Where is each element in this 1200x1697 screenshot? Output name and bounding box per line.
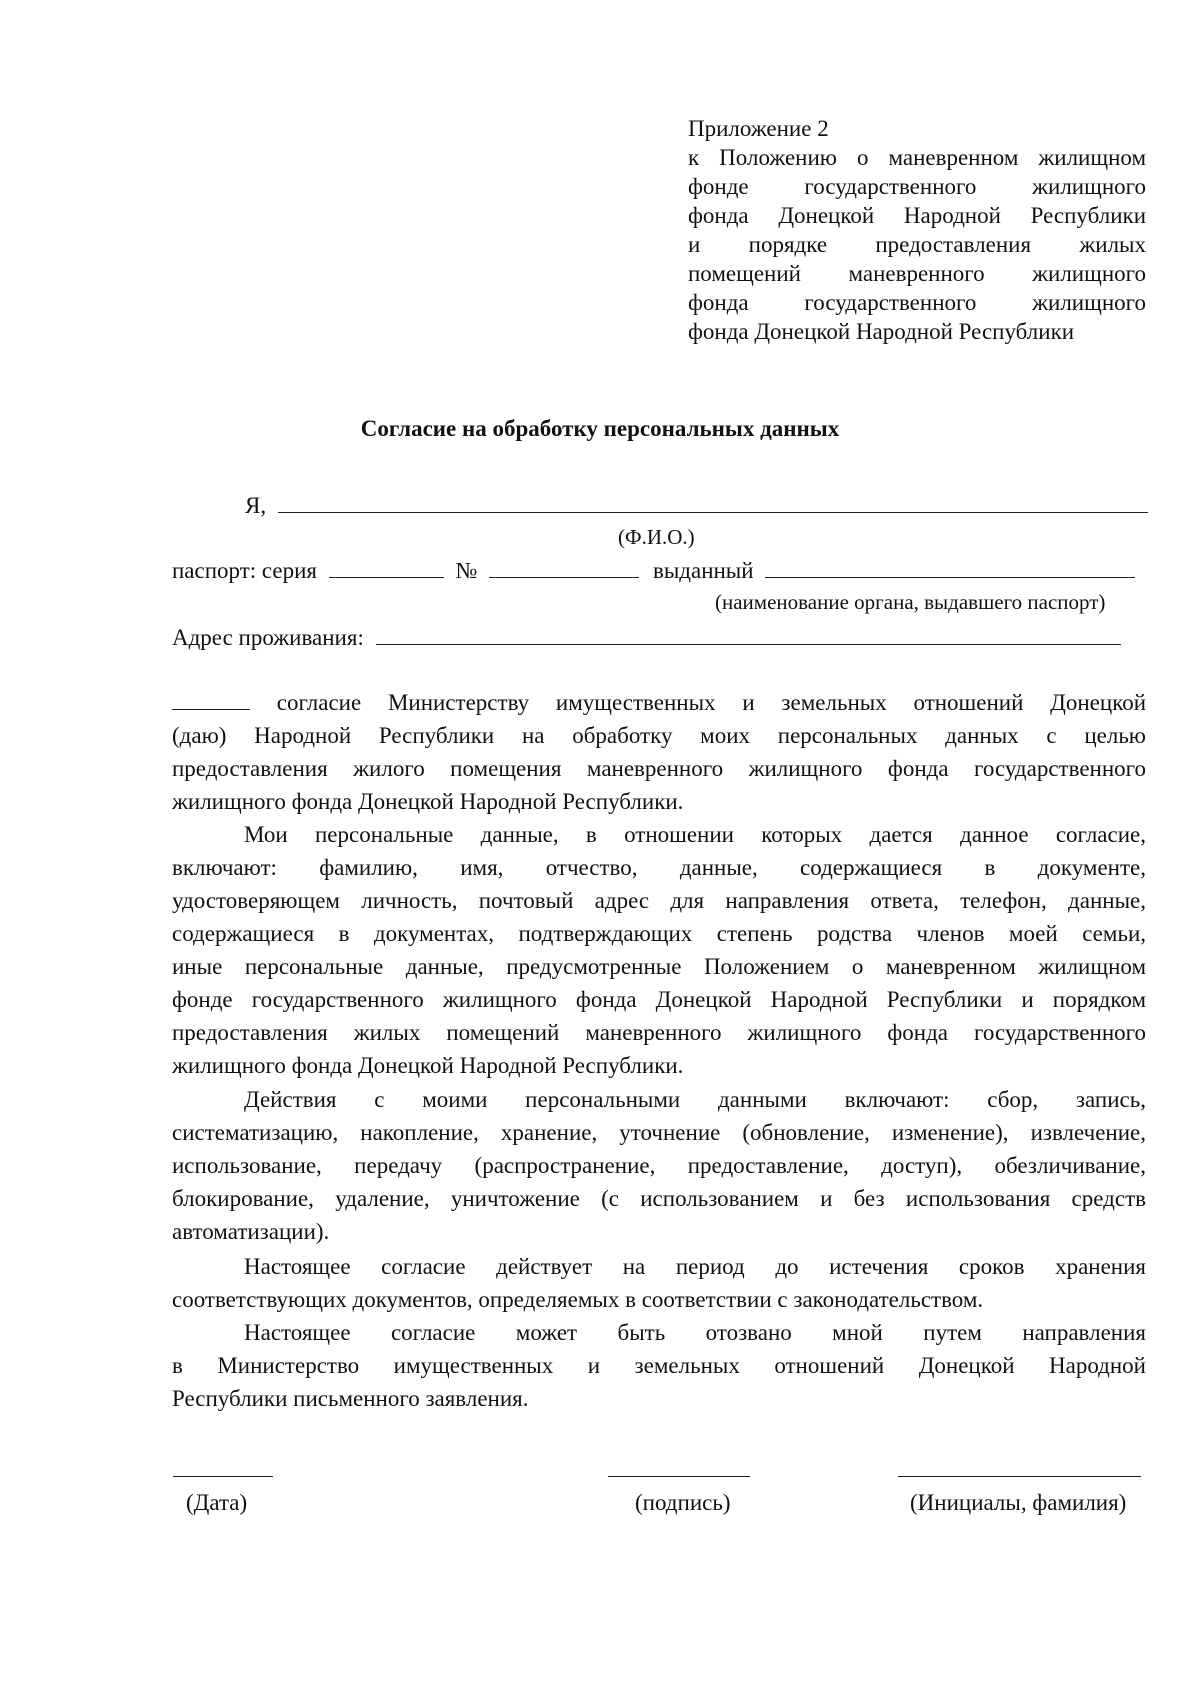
address-label: Адрес проживания: bbox=[172, 625, 364, 650]
passport-number-field[interactable] bbox=[489, 555, 639, 578]
give-hint: (даю) bbox=[172, 723, 227, 748]
passport-number-label: № bbox=[455, 558, 478, 583]
paragraph-line: содержащиеся в документах, подтверждающих степень родства членов моей семьи, bbox=[172, 921, 1146, 946]
paragraph-line: согласие Министерству имущественных и земельных отношений Донецкой bbox=[172, 686, 1146, 719]
paragraph-line: Мои персональные данные, в отношении которых дается данное согласие, bbox=[244, 822, 1146, 847]
consent-paragraph-5 bbox=[172, 1316, 1146, 1415]
annex-line: фонде государственного жилищного bbox=[688, 174, 1146, 199]
fio-field[interactable] bbox=[278, 490, 1148, 513]
annex-line: фонда государственного жилищного bbox=[688, 290, 1146, 315]
passport-issuer-field[interactable] bbox=[765, 555, 1135, 578]
paragraph-line: включают: фамилию, имя, отчество, данные, содержащиеся в документе, bbox=[172, 855, 1146, 880]
date-caption: (Дата) bbox=[186, 1490, 248, 1515]
paragraph-line: Действия с моими персональными данными включают: сбор, запись, bbox=[244, 1087, 1146, 1112]
paragraph-line: в Министерство имущественных и земельных отношений Донецкой Народной bbox=[172, 1353, 1146, 1378]
paragraph-line: систематизацию, накопление, хранение, уточнение (обновление, изменение), извлечение, bbox=[172, 1120, 1146, 1145]
consent-paragraph-1 bbox=[172, 686, 1146, 818]
paragraph-line: фонде государственного жилищного фонда Донецкой Народной Республики и порядком bbox=[172, 987, 1146, 1012]
ya-label: Я, bbox=[245, 493, 267, 518]
consent-paragraph-3 bbox=[172, 1083, 1146, 1248]
paragraph-line: предоставления жилого помещения маневренного жилищного фонда государственного bbox=[172, 756, 1146, 781]
name-signature-line[interactable] bbox=[898, 1476, 1141, 1477]
paragraph-line: соответствующих документов, определяемых в соответствии с законодательством. bbox=[172, 1287, 984, 1312]
address-row bbox=[172, 622, 1121, 652]
annex-line: Приложение 2 bbox=[688, 116, 829, 141]
paragraph-line: использование, передачу (распространение, предоставление, доступ), обезличивание, bbox=[172, 1153, 1146, 1178]
sign-caption: (подпись) bbox=[635, 1490, 731, 1515]
annex-line: к Положению о маневренном жилищном bbox=[688, 145, 1146, 170]
paragraph-line: жилищного фонда Донецкой Народной Республики. bbox=[172, 1053, 684, 1078]
paragraph-line: автоматизации). bbox=[172, 1219, 330, 1244]
paragraph-line: Республики письменного заявления. bbox=[172, 1386, 529, 1411]
paragraph-line: жилищного фонда Донецкой Народной Республики. bbox=[172, 789, 684, 814]
paragraph-line: предоставления жилых помещений маневренного жилищного фонда государственного bbox=[172, 1020, 1146, 1045]
date-signature-line[interactable] bbox=[173, 1476, 273, 1477]
annex-header bbox=[688, 114, 1146, 346]
passport-row bbox=[172, 555, 1135, 585]
passport-issued-label: выданный bbox=[652, 558, 754, 583]
paragraph-line: Настоящее согласие действует на период до истечения сроков хранения bbox=[244, 1254, 1146, 1279]
fio-row bbox=[245, 490, 1148, 520]
annex-line: фонда Донецкой Народной Республики bbox=[688, 319, 1075, 344]
document-title: Согласие на обработку персональных данных bbox=[360, 416, 840, 441]
name-caption: (Инициалы, фамилия) bbox=[910, 1490, 1127, 1515]
paragraph-line: блокирование, удаление, уничтожение (с использованием и без использования средств bbox=[172, 1186, 1146, 1211]
passport-series-label: паспорт: серия bbox=[172, 558, 318, 583]
paragraph-line: удостоверяющем личность, почтовый адрес для направления ответа, телефон, данные, bbox=[172, 888, 1146, 913]
paragraph-line: Настоящее согласие может быть отозвано мной путем направления bbox=[244, 1320, 1146, 1345]
annex-line: и порядке предоставления жилых bbox=[688, 232, 1146, 257]
address-field[interactable] bbox=[376, 622, 1121, 645]
give-field[interactable] bbox=[172, 689, 250, 710]
fio-hint: (Ф.И.О.) bbox=[618, 525, 695, 549]
annex-line: помещений маневренного жилищного bbox=[688, 261, 1146, 286]
sign-signature-line[interactable] bbox=[608, 1476, 750, 1477]
paragraph-line: иные персональные данные, предусмотренные Положением о маневренном жилищном bbox=[172, 954, 1146, 979]
consent-paragraph-4 bbox=[172, 1250, 1146, 1316]
passport-series-field[interactable] bbox=[329, 555, 444, 578]
paragraph-line: (даю) Народной Республики на обработку моих персональных данных с целью bbox=[172, 723, 1146, 748]
annex-line: фонда Донецкой Народной Республики bbox=[688, 203, 1146, 228]
issuer-hint: (наименование органа, выдавшего паспорт) bbox=[715, 590, 1106, 614]
consent-paragraph-2 bbox=[172, 818, 1146, 1082]
